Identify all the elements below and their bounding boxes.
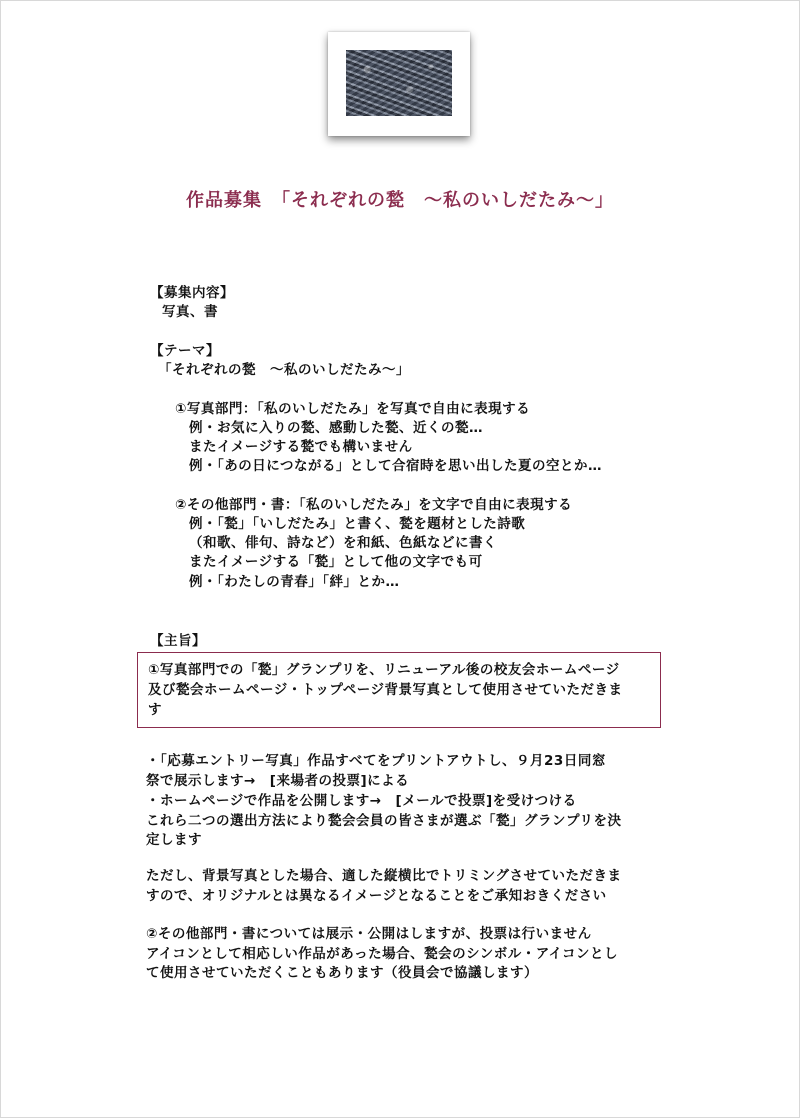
body-line: ・「応募エントリー写真」作品すべてをプリントアウトし、９月23日同窓 bbox=[146, 753, 606, 769]
photo-frame bbox=[328, 32, 470, 136]
purpose-line: 及び甃会ホームページ・トップページ背景写真として使用させていただきま bbox=[148, 682, 623, 698]
other-line: 例・「甃」「いしだたみ」と書く、甃を題材とした詩歌 bbox=[189, 516, 526, 532]
body-line: ・ホームページで作品を公開します→ [メールで投票]を受けつける bbox=[146, 793, 577, 809]
other-line: 例・「わたしの青春」「絆」とか… bbox=[189, 574, 400, 590]
page-title: 作品募集 「それぞれの甃 〜私のいしだたみ〜」 bbox=[186, 190, 614, 211]
content-body: 写真、書 bbox=[162, 304, 218, 320]
purpose-line: す bbox=[148, 702, 162, 718]
photo-line: 例・お気に入りの甃、感動した甃、近くの甃… bbox=[189, 420, 483, 436]
purpose-line: ①写真部門での「甃」グランプリを、リニューアル後の校友会ホームページ bbox=[148, 662, 620, 678]
body-line: これら二つの選出方法により甃会会員の皆さまが選ぶ「甃」グランプリを決 bbox=[146, 813, 622, 829]
photo-line: ①写真部門：「私のいしだたみ」を写真で自由に表現する bbox=[175, 401, 531, 417]
body-line: て使用させていただくこともあります（役員会で協議します） bbox=[146, 965, 538, 981]
body-line: ただし、背景写真とした場合、適した縦横比でトリミングさせていただきま bbox=[146, 868, 622, 884]
body-line: ②その他部門・書については展示・公開はしますが、投票は行いません bbox=[146, 926, 592, 942]
photo-line: またイメージする甃でも構いません bbox=[189, 439, 413, 455]
content-heading: 【募集内容】 bbox=[150, 285, 234, 301]
other-line: またイメージする「甃」として他の文字でも可 bbox=[189, 554, 483, 570]
body-line: 祭で展示します→ [来場者の投票]による bbox=[146, 773, 410, 789]
other-line: ②その他部門・書：「私のいしだたみ」を文字で自由に表現する bbox=[175, 497, 573, 513]
other-line: （和歌、俳句、詩など）を和紙、色紙などに書く bbox=[189, 535, 497, 551]
theme-heading: 【テーマ】 bbox=[150, 343, 220, 359]
purpose-heading: 【主旨】 bbox=[150, 633, 206, 649]
purpose-box bbox=[137, 652, 661, 728]
body-line: すので、オリジナルとは異なるイメージとなることをご承知おきください bbox=[146, 888, 607, 904]
photo-line: 例・「あの日につながる」として合宿時を思い出した夏の空とか… bbox=[189, 458, 602, 474]
body-line: アイコンとして相応しい作品があった場合、甃会のシンボル・アイコンとし bbox=[146, 946, 619, 962]
body-line: 定します bbox=[146, 832, 202, 848]
theme-body: 「それぞれの甃 〜私のいしだたみ〜」 bbox=[158, 362, 410, 378]
cobblestone-photo bbox=[346, 50, 452, 116]
